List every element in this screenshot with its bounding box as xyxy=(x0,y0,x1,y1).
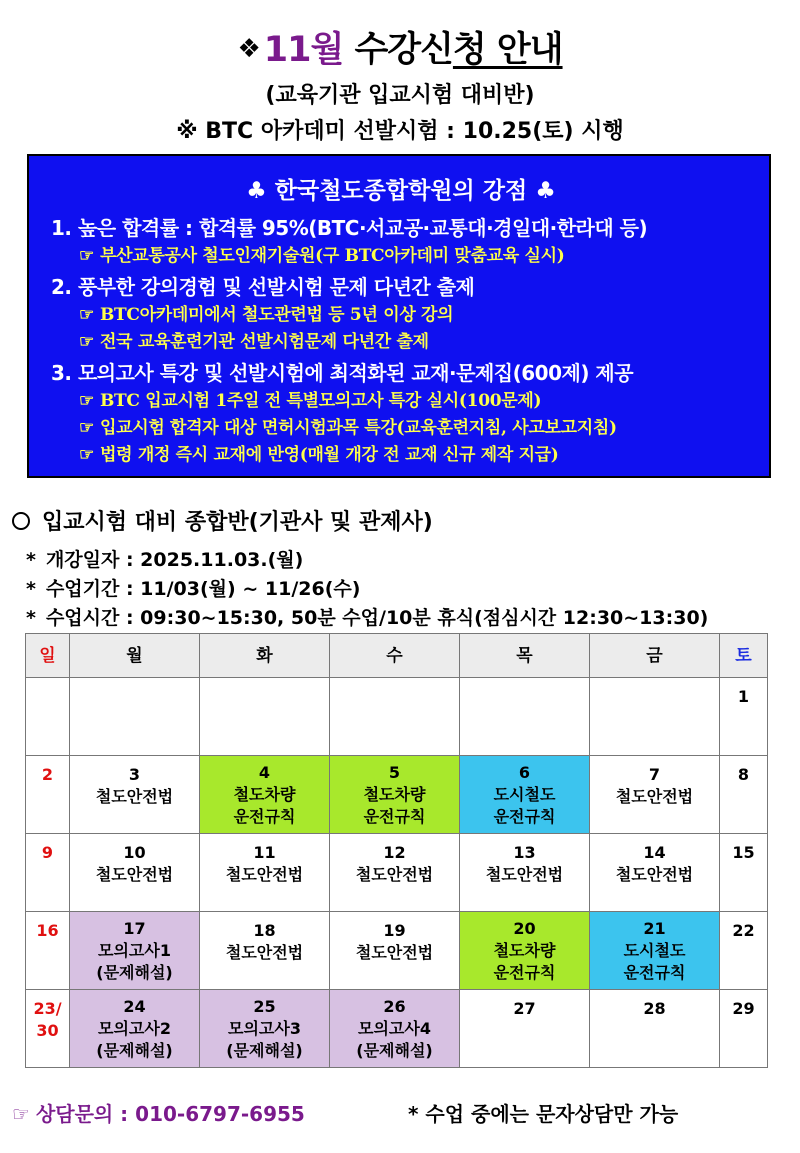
title-month: 11월 xyxy=(263,30,344,70)
asterisk-icon: * xyxy=(26,549,36,571)
calendar-date: 21 xyxy=(643,919,666,938)
course-heading-text: 입교시험 대비 종합반(기관사 및 관제사) xyxy=(42,510,433,535)
calendar-week-row xyxy=(26,834,768,912)
strength-item xyxy=(51,388,751,415)
calendar-date: 18 xyxy=(253,921,276,940)
calendar-day-cell xyxy=(590,912,720,990)
calendar-week-row xyxy=(26,756,768,834)
exam-notice: ※ BTC 아카데미 선발시험 : 10.25(토) 시행 xyxy=(176,119,624,144)
circle-bullet-icon xyxy=(12,512,30,530)
calendar-day-cell xyxy=(330,990,460,1068)
contact-label: 상담문의 : xyxy=(35,1102,136,1126)
day-header-sat: 토 xyxy=(720,634,768,678)
calendar-day-cell xyxy=(70,990,200,1068)
info-line xyxy=(26,603,708,630)
calendar-cell-text: 모의고사2 xyxy=(98,1019,171,1038)
calendar-day-cell xyxy=(200,912,330,990)
calendar-date: 13 xyxy=(513,843,536,862)
schedule-calendar xyxy=(25,633,768,1068)
day-header-fri: 금 xyxy=(590,634,720,678)
calendar-cell-text: 철도안전법 xyxy=(355,943,434,962)
calendar-day-cell xyxy=(26,912,70,990)
calendar-cell-text: 운전규칙 xyxy=(363,807,426,826)
title-text: 수강신 xyxy=(343,30,453,70)
calendar-cell-text: 철도안전법 xyxy=(485,865,564,884)
calendar-cell-text: 철도안전법 xyxy=(225,865,304,884)
calendar-cell-text: 철도안전법 xyxy=(615,865,694,884)
calendar-cell-text: 철도안전법 xyxy=(355,865,434,884)
calendar-cell-text: 30 xyxy=(36,1021,59,1040)
page-title xyxy=(0,22,800,72)
strength-item xyxy=(51,243,751,270)
calendar-date: 11 xyxy=(253,843,276,862)
info-hours: 수업시간 : 09:30~15:30, 50분 수업/10분 휴식(점심시간 12:30~13:30) xyxy=(45,607,709,629)
calendar-day-cell xyxy=(720,678,768,756)
strength-item xyxy=(51,415,751,442)
day-header-wed: 수 xyxy=(330,634,460,678)
strength-item-text: BTC아카데미에서 철도관련법 등 5년 이상 강의 xyxy=(99,305,454,325)
calendar-date: 29 xyxy=(732,999,755,1018)
strength-item-text: 전국 교육훈련기관 선발시험문제 다년간 출제 xyxy=(99,332,429,352)
contact-phone[interactable]: 010-6797-6955 xyxy=(135,1102,305,1126)
strength-item xyxy=(51,302,751,329)
pointing-hand-icon: ☞ xyxy=(79,445,94,465)
calendar-cell-text: (문제해설) xyxy=(96,963,173,982)
calendar-day-cell xyxy=(590,756,720,834)
calendar-day-cell xyxy=(200,990,330,1068)
strength-heading: 2. 풍부한 강의경험 및 선발시험 문제 다년간 출제 xyxy=(51,275,475,299)
calendar-date: 15 xyxy=(732,843,755,862)
calendar-day-cell xyxy=(26,834,70,912)
calendar-day-cell xyxy=(200,678,330,756)
calendar-cell-text: 모의고사1 xyxy=(98,941,171,960)
calendar-date: 22 xyxy=(732,921,755,940)
pointing-hand-icon: ☞ xyxy=(79,391,94,411)
calendar-date: 19 xyxy=(383,921,406,940)
course-heading xyxy=(12,505,433,536)
calendar-day-cell xyxy=(330,834,460,912)
title-underlined-text: 청 안내 xyxy=(452,30,563,70)
day-header-sun: 일 xyxy=(26,634,70,678)
info-start-date: 개강일자 : 2025.11.03.(월) xyxy=(45,549,304,571)
calendar-date: 10 xyxy=(123,843,146,862)
contact-note: * 수업 중에는 문자상담만 가능 xyxy=(408,1102,679,1126)
calendar-day-cell xyxy=(720,834,768,912)
pointing-hand-icon: ☞ xyxy=(79,246,94,266)
calendar-date: 4 xyxy=(258,763,271,782)
calendar-day-cell xyxy=(590,834,720,912)
calendar-cell-text: (문제해설) xyxy=(356,1041,433,1060)
calendar-date: 7 xyxy=(648,765,661,784)
calendar-cell-text: 23/ xyxy=(33,999,62,1018)
pointing-hand-icon: ☞ xyxy=(79,418,94,438)
calendar-day-cell xyxy=(70,756,200,834)
calendar-date: 20 xyxy=(513,919,536,938)
calendar-date: 26 xyxy=(383,997,406,1016)
calendar-cell-text: 2 xyxy=(41,765,54,784)
calendar-cell-text: 모의고사4 xyxy=(358,1019,431,1038)
calendar-day-cell xyxy=(330,756,460,834)
calendar-cell-text: 모의고사3 xyxy=(228,1019,301,1038)
calendar-cell-text: 운전규칙 xyxy=(493,807,556,826)
calendar-day-cell xyxy=(590,990,720,1068)
calendar-date: 14 xyxy=(643,843,666,862)
calendar-day-cell xyxy=(720,912,768,990)
strength-item xyxy=(51,329,751,356)
strength-section xyxy=(51,272,751,356)
diamond-icon: ❖ xyxy=(237,34,260,64)
calendar-day-cell xyxy=(590,678,720,756)
calendar-date: 25 xyxy=(253,997,276,1016)
strength-item-text: 입교시험 합격자 대상 면허시험과목 특강(교육훈련지침, 사고보고지침) xyxy=(99,418,617,438)
calendar-cell-text: (문제해설) xyxy=(226,1041,303,1060)
calendar-cell-text: 운전규칙 xyxy=(233,807,296,826)
calendar-cell-text: 철도안전법 xyxy=(95,787,174,806)
strength-heading: 3. 모의고사 특강 및 선발시험에 최적화된 교재·문제집(600제) 제공 xyxy=(51,361,634,385)
calendar-cell-text: 철도안전법 xyxy=(615,787,694,806)
calendar-day-cell xyxy=(70,834,200,912)
calendar-day-cell xyxy=(70,912,200,990)
contact-line xyxy=(12,1098,305,1127)
calendar-day-cell xyxy=(200,834,330,912)
strength-section xyxy=(51,213,751,270)
calendar-day-cell xyxy=(460,756,590,834)
pointing-hand-icon: ☞ xyxy=(79,332,94,352)
calendar-date: 3 xyxy=(128,765,141,784)
pointing-hand-icon: ☞ xyxy=(12,1102,30,1126)
strength-item-text: 법령 개정 즉시 교재에 반영(매월 개강 전 교재 신규 제작 지급) xyxy=(99,445,559,465)
calendar-date: 6 xyxy=(518,763,531,782)
calendar-week-row xyxy=(26,678,768,756)
calendar-day-cell xyxy=(26,756,70,834)
calendar-week-row xyxy=(26,990,768,1068)
calendar-date: 1 xyxy=(737,687,750,706)
strengths-box xyxy=(27,154,771,478)
strength-heading: 1. 높은 합격률 : 합격률 95%(BTC·서교공·교통대·경일대·한라대 등) xyxy=(51,216,648,240)
calendar-day-cell xyxy=(26,678,70,756)
calendar-day-cell xyxy=(720,990,768,1068)
strength-item-text: 부산교통공사 철도인재기술원(구 BTC아카데미 맞춤교육 실시) xyxy=(99,246,565,266)
info-line xyxy=(26,574,360,601)
info-period: 수업기간 : 11/03(월) ~ 11/26(수) xyxy=(45,578,361,600)
day-header-thu: 목 xyxy=(460,634,590,678)
day-header-mon: 월 xyxy=(70,634,200,678)
calendar-cell-text: 도시철도 xyxy=(623,941,686,960)
calendar-cell-text: (문제해설) xyxy=(96,1041,173,1060)
calendar-cell-text: 운전규칙 xyxy=(623,963,686,982)
calendar-day-cell xyxy=(460,678,590,756)
calendar-day-cell xyxy=(330,912,460,990)
calendar-date: 27 xyxy=(513,999,536,1018)
calendar-day-cell xyxy=(26,990,70,1068)
calendar-date: 24 xyxy=(123,997,146,1016)
calendar-day-cell xyxy=(460,990,590,1068)
calendar-day-cell xyxy=(70,678,200,756)
calendar-header-row xyxy=(26,634,768,678)
day-header-tue: 화 xyxy=(200,634,330,678)
calendar-cell-text: 도시철도 xyxy=(493,785,556,804)
asterisk-icon: * xyxy=(26,607,36,629)
page-subtitle: (교육기관 입교시험 대비반) xyxy=(265,83,535,108)
pointing-hand-icon: ☞ xyxy=(79,305,94,325)
strength-item xyxy=(51,442,751,469)
calendar-date: 5 xyxy=(388,763,401,782)
strengths-title: ♣ 한국철도종합학원의 강점 ♣ xyxy=(246,178,556,204)
calendar-cell-text: 철도안전법 xyxy=(95,865,174,884)
calendar-date: 12 xyxy=(383,843,406,862)
calendar-day-cell xyxy=(200,756,330,834)
calendar-week-row xyxy=(26,912,768,990)
calendar-cell-text: 운전규칙 xyxy=(493,963,556,982)
calendar-date: 28 xyxy=(643,999,666,1018)
calendar-cell-text: 철도차량 xyxy=(363,785,426,804)
calendar-date: 8 xyxy=(737,765,750,784)
calendar-day-cell xyxy=(460,912,590,990)
calendar-cell-text: 철도차량 xyxy=(233,785,296,804)
calendar-cell-text: 철도안전법 xyxy=(225,943,304,962)
calendar-day-cell xyxy=(720,756,768,834)
asterisk-icon: * xyxy=(26,578,36,600)
calendar-cell-text: 16 xyxy=(36,921,59,940)
calendar-day-cell xyxy=(330,678,460,756)
calendar-cell-text: 9 xyxy=(41,843,54,862)
calendar-day-cell xyxy=(460,834,590,912)
info-line xyxy=(26,545,303,572)
strength-section xyxy=(51,358,751,469)
calendar-cell-text: 철도차량 xyxy=(493,941,556,960)
strength-item-text: BTC 입교시험 1주일 전 특별모의고사 특강 실시(100문제) xyxy=(99,391,542,411)
calendar-date: 17 xyxy=(123,919,146,938)
